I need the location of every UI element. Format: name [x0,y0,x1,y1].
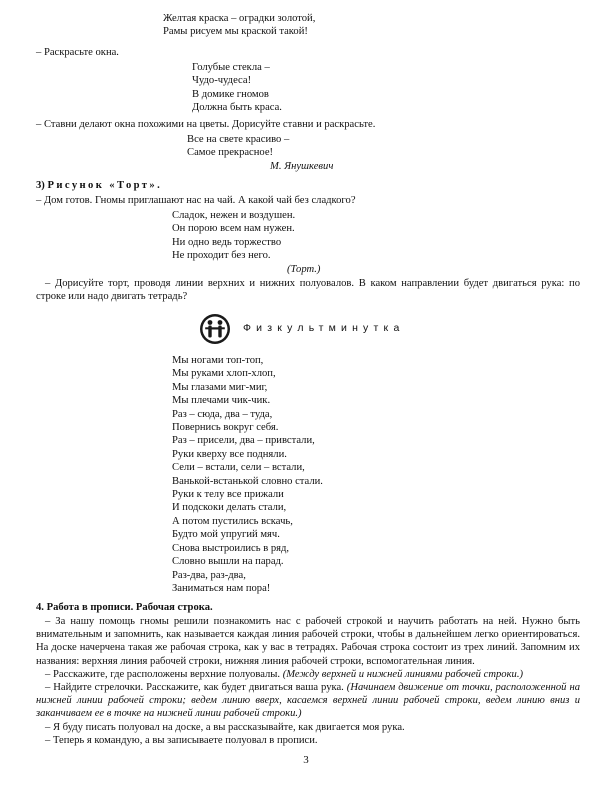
section-3-number: 3) [36,180,45,191]
poem-line: Снова выстроились в ряд, [172,542,290,554]
poem-line: Словно вышли на парад. [172,556,284,568]
paragraph [36,721,580,734]
poem-line: Раз – сюда, два – туда, [172,408,273,420]
poem-exercise [172,354,323,595]
section-3-title: Рисунок «Торт». [47,180,163,191]
poem-line: Чудо-чудеса! [192,75,252,87]
poem-line: Самое прекрасное! [187,147,274,159]
poem-line: Раз-два, раз-два, [172,569,246,581]
paragraph-text: – Расскажите, где расположены верхние полуовалы. [45,668,281,680]
poem-beauty [187,133,289,160]
riddle-answer: (Торт.) [287,264,321,275]
poem-windows [192,61,282,115]
section-3-heading [36,179,162,192]
poem-line: Сели – встали, сели – встали, [172,462,305,474]
instruction-cake [36,277,580,303]
poem-line: Повернись вокруг себя. [172,422,279,434]
poem-line: Голубые стекла – [192,62,270,73]
poem-line: Ванькой-встанькой словно стали. [172,475,323,487]
poem-line: Все на свете красиво – [187,134,290,145]
poem-line: Сладок, нежен и воздушен. [172,210,296,221]
paragraph [36,681,580,721]
poem-line: Ни одно ведь торжество [172,236,282,248]
poem-line: Руки к телу все прижали [172,489,284,501]
poem-line: Рамы рисуем мы краской такой! [163,26,308,38]
poem-line: Будто мой упругий мяч. [172,529,280,541]
paragraph: – Дорисуйте торт, проводя линии верхних и нижних полуовалов. В каком направлении будет двигаться рука: по строке или надо двигать тетрадь? [36,278,580,303]
paragraph-note: (Между верхней и нижней линиями рабочей строки.) [282,668,524,680]
instruction-windows: – Раскрасьте окна. [36,47,119,58]
poem-cake [172,209,295,263]
poem-paint-fence [163,12,315,39]
paragraph-note: (Начинаем движение от точки, расположенной на нижней линии рабочей строки; ведем линию вверх, касаемся верхней линии рабочей строки, ведем линию вниз и заканчиваем ее в точке на нижней линии рабочей строки.) [36,682,580,720]
section-3-question: – Дом готов. Гномы приглашают нас на чай. А какой чай без сладкого? [36,195,356,206]
paragraph-text: – Теперь я командую, а вы записываете полуовал в прописи. [45,734,318,746]
poem-line: Руки кверху все подняли. [172,448,287,460]
poem-line: Не проходит без него. [172,250,271,262]
paragraph-text: – Найдите стрелочки. Расскажите, как будет двигаться ваша рука. [45,682,344,694]
physical-exercise-icon [199,313,231,345]
poem-line: А потом пустились вскачь, [172,515,293,527]
instruction-shutters: – Ставни делают окна похожими на цветы. Дорисуйте ставни и раскрасьте. [36,119,376,130]
poem-line: Раз – присели, два – привстали, [172,435,315,447]
poem-line: Мы плечами чик-чик. [172,395,271,407]
section-4-body [36,615,580,747]
paragraph [36,734,580,747]
section-4-title: 4. Работа в прописи. Рабочая строка. [36,602,213,613]
paragraph-text: – За нашу помощь гномы решили познакомить нас с рабочей строкой и научить работать на ней. Нужно быть внимательным и запомнить, как называется каждая линия рабочей строки, чтобы в дальнейшем легко ориентироваться. На доске начерчена такая же рабочая строка, как у вас в тетрадях. Рабочая строка состоит из трех линий. Запомним их названия: верхняя линия рабочей строки, нижняя линия рабочей строки, вспомогательная линия. [36,616,580,667]
page-number: 3 [303,754,309,766]
paragraph [36,668,580,681]
poem-line: Заниматься нам пора! [172,582,271,594]
poem-author: М. Янушкевич [270,161,334,172]
poem-line: Желтая краска – оградки золотой, [163,13,316,24]
poem-line: В домике гномов [192,88,269,100]
paragraph-text: – Я буду писать полуовал на доске, а вы рассказывайте, как двигается моя рука. [45,721,405,733]
poem-line: Должна быть краса. [192,102,282,114]
poem-line: Мы ногами топ-топ, [172,355,264,366]
paragraph [36,615,580,668]
poem-line: Мы руками хлоп-хлоп, [172,368,276,380]
poem-line: Он порою всем нам нужен. [172,223,295,235]
poem-line: И подскоки делать стали, [172,502,287,514]
poem-line: Мы глазами миг-миг, [172,381,268,393]
fizkultminutka-title: Физкультминутка [243,322,405,334]
